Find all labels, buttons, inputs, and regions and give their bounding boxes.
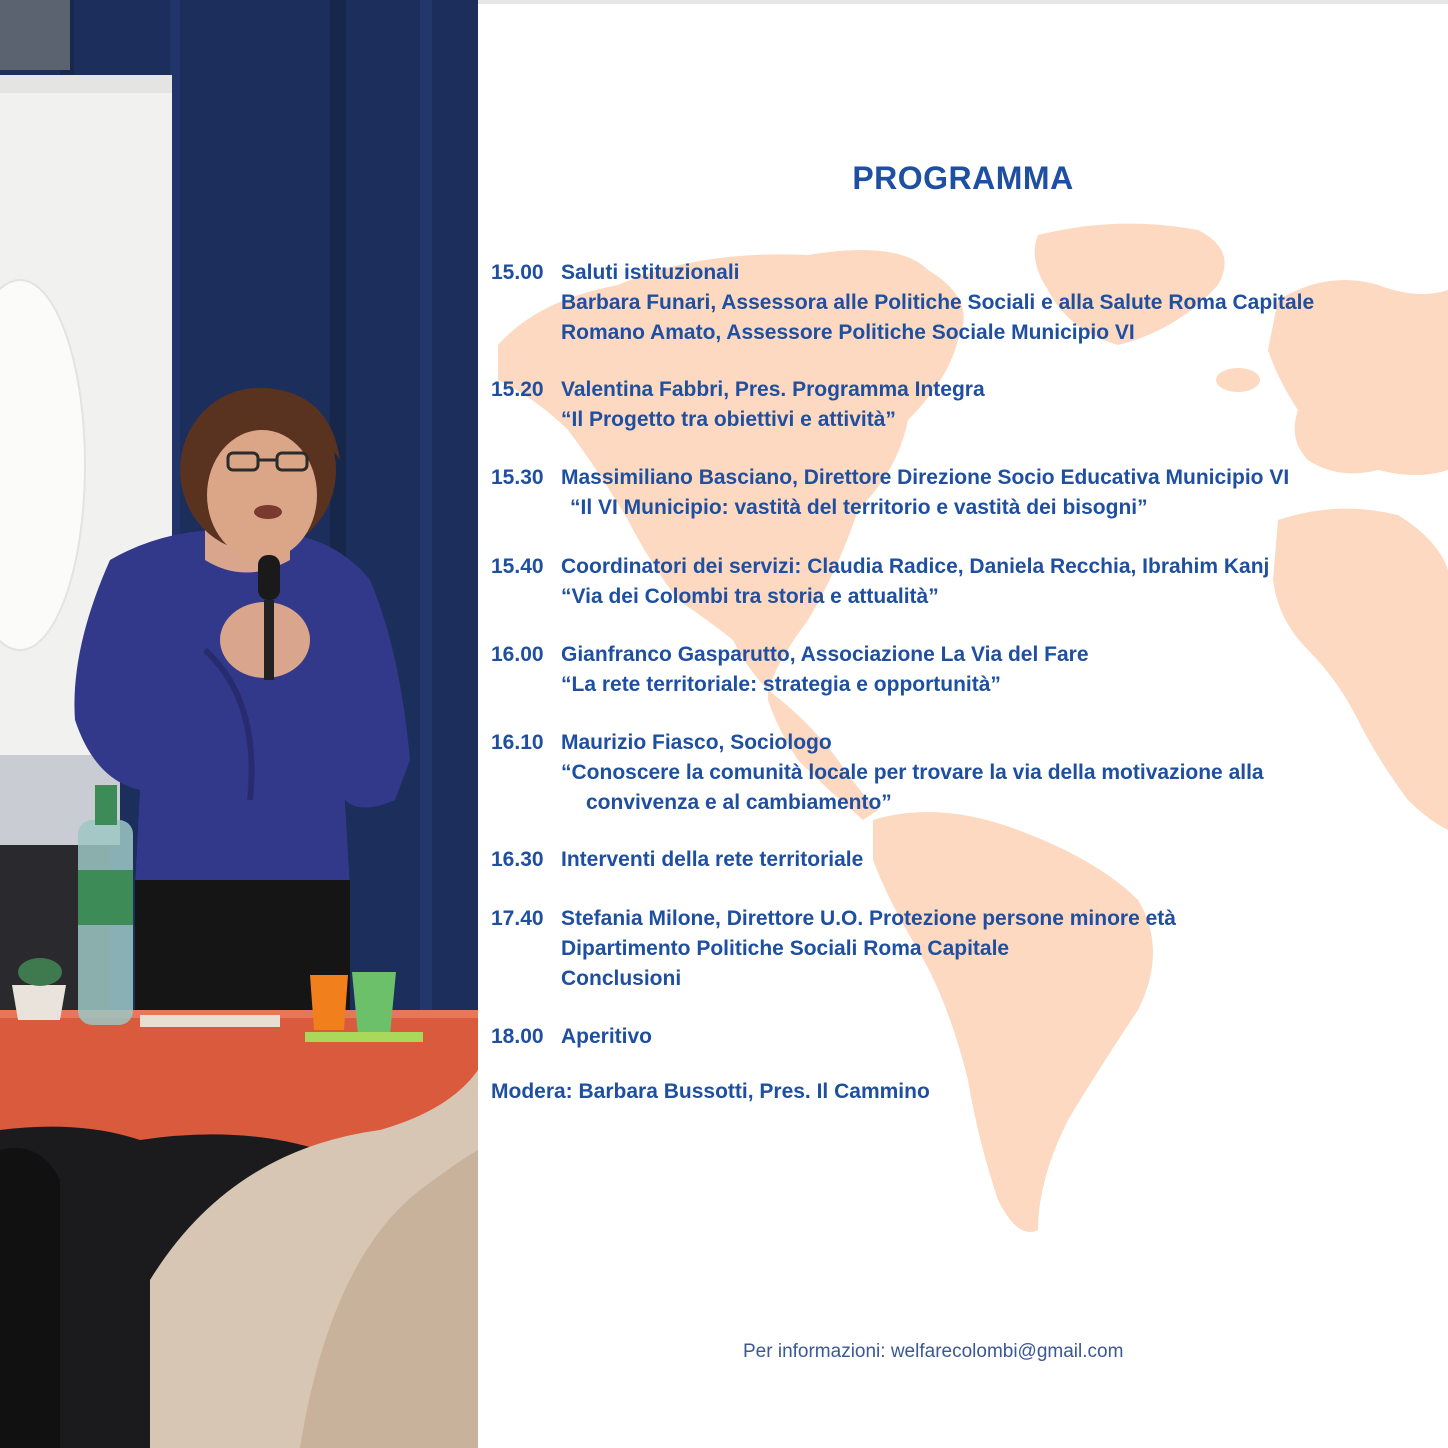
entry-line: “Conoscere la comunità locale per trovare la via della motivazione alla (561, 761, 1264, 784)
entry-line: “Il Progetto tra obiettivi e attività” (561, 408, 896, 431)
entry-line: Gianfranco Gasparutto, Associazione La Via del Fare (561, 643, 1089, 666)
entry-time: 18.00 (491, 1025, 544, 1048)
entry-line: convivenza e al cambiamento” (586, 791, 892, 814)
entry-time: 17.40 (491, 907, 544, 930)
program-entry (491, 375, 985, 435)
program-entry (491, 1022, 652, 1052)
entry-time: 15.40 (491, 555, 544, 578)
program-entry (491, 640, 1089, 700)
contact-info: Per informazioni: welfarecolombi@gmail.com (743, 1341, 1124, 1362)
entry-line: Saluti istituzionali (561, 261, 740, 284)
entry-line: “Il VI Municipio: vastità del territorio e vastità dei bisogni” (570, 496, 1148, 519)
program-entry (491, 845, 863, 875)
moderator-line: Modera: Barbara Bussotti, Pres. Il Cammino (491, 1080, 930, 1103)
entry-line: Aperitivo (561, 1025, 653, 1048)
world-map-background (478, 0, 1448, 1448)
program-entry (491, 258, 1314, 348)
program-entry (491, 463, 1289, 523)
entry-line: Coordinatori dei servizi: Claudia Radice, Daniela Recchia, Ibrahim Kanj (561, 555, 1270, 578)
entry-line: Valentina Fabbri, Pres. Programma Integra (561, 378, 985, 401)
entry-line: Stefania Milone, Direttore U.O. Protezione persone minore età (561, 907, 1176, 930)
entry-time: 16.10 (491, 731, 544, 754)
entry-time: 15.00 (491, 261, 544, 284)
entry-line: Interventi della rete territoriale (561, 848, 864, 871)
program-title: PROGRAMMA (852, 160, 1074, 196)
entry-time: 16.30 (491, 848, 544, 871)
entry-line: Dipartimento Politiche Sociali Roma Capitale (561, 937, 1010, 960)
speaker-photo-illustration (0, 0, 478, 1448)
program-entry (491, 904, 1176, 994)
speaker-photo (0, 0, 478, 1448)
entry-line: Massimiliano Basciano, Direttore Direzione Socio Educativa Municipio VI (561, 466, 1290, 489)
entry-line: Conclusioni (561, 967, 682, 990)
entry-line: “La rete territoriale: strategia e opportunità” (561, 673, 1001, 696)
program-entry (491, 552, 1269, 612)
entry-line: Maurizio Fiasco, Sociologo (561, 731, 832, 754)
program-entry (491, 728, 1264, 818)
entry-time: 15.20 (491, 378, 544, 401)
entry-time: 16.00 (491, 643, 544, 666)
program-flyer (478, 0, 1448, 1448)
entry-line: Romano Amato, Assessore Politiche Sociale Municipio VI (561, 321, 1135, 344)
entry-line: “Via dei Colombi tra storia e attualità” (561, 585, 939, 608)
entry-time: 15.30 (491, 466, 544, 489)
entry-line: Barbara Funari, Assessora alle Politiche Sociali e alla Salute Roma Capitale (561, 291, 1315, 314)
